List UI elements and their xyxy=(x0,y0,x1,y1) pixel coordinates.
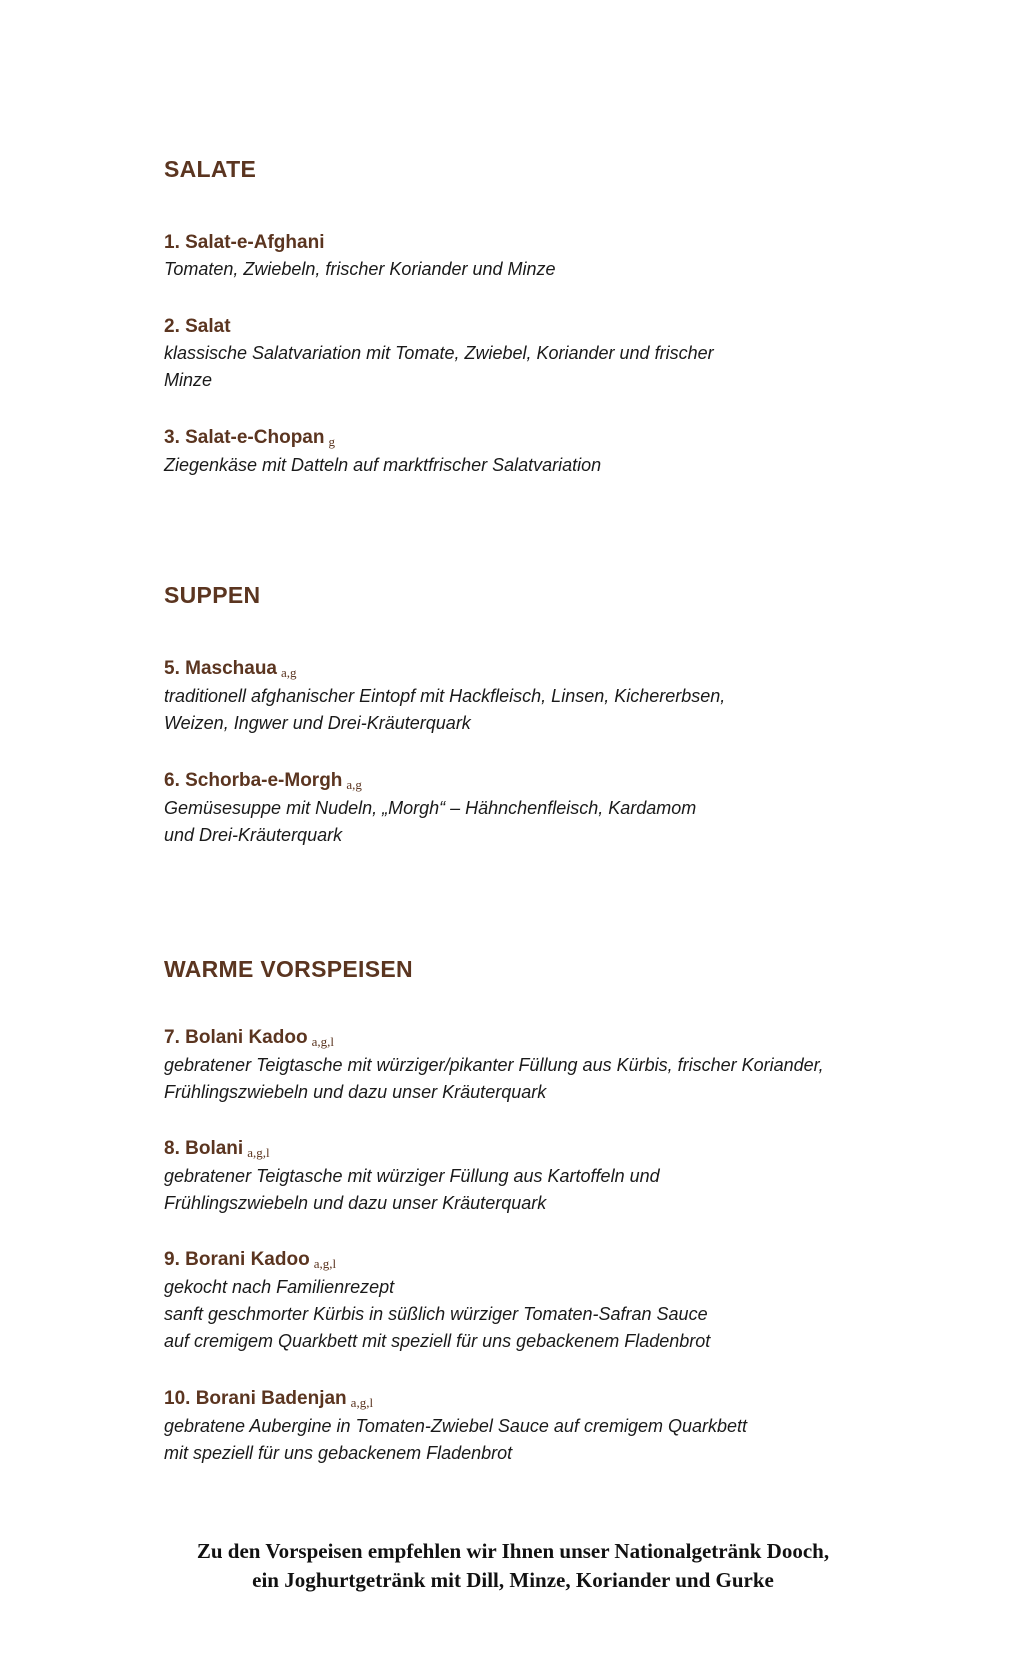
item-name: 6. Schorba-e-Morgh xyxy=(164,770,343,791)
item-description: gebratener Teigtasche mit würziger/pikanter Füllung aus Kürbis, frischer Koriander, Frühlingszwiebeln und dazu unser Kräuterquark xyxy=(164,1055,824,1102)
item-name: 9. Borani Kadoo xyxy=(164,1249,310,1270)
item-description: Gemüsesuppe mit Nudeln, „Morgh“ – Hähnchenfleisch, Kardamom und Drei-Kräuterquark xyxy=(164,798,697,845)
menu-item xyxy=(164,1386,964,1467)
recommendation-line-1: Zu den Vorspeisen empfehlen wir Ihnen unser Nationalgetränk Dooch, xyxy=(196,1539,830,1563)
menu-item xyxy=(164,656,964,737)
recommendation-line-2: ein Joghurtgetränk mit Dill, Minze, Koriander und Gurke xyxy=(252,1568,774,1592)
item-name: 5. Maschaua xyxy=(164,658,277,679)
item-allergens: g xyxy=(328,434,335,449)
item-allergens: a,g xyxy=(346,777,362,792)
item-name: 2. Salat xyxy=(164,316,231,337)
item-description: Ziegenkäse mit Datteln auf marktfrischer Salatvariation xyxy=(164,455,602,475)
menu-item xyxy=(164,230,964,283)
item-allergens: a,g,l xyxy=(311,1034,334,1049)
item-description: klassische Salatvariation mit Tomate, Zwiebel, Koriander und frischer Minze xyxy=(164,343,714,390)
section-salate xyxy=(164,156,964,183)
menu-item xyxy=(164,1247,964,1355)
menu-item xyxy=(164,1025,964,1106)
item-name: 3. Salat-e-Chopan xyxy=(164,427,325,448)
item-description: gebratener Teigtasche mit würziger Füllung aus Kartoffeln und Frühlingszwiebeln und dazu unser Kräuterquark xyxy=(164,1166,660,1213)
section-warme-vorspeisen xyxy=(164,956,964,983)
section-suppen xyxy=(164,582,964,609)
item-name: 8. Bolani xyxy=(164,1138,244,1159)
section-title: SALATE xyxy=(164,156,257,182)
item-allergens: a,g,l xyxy=(247,1145,270,1160)
item-name: 7. Bolani Kadoo xyxy=(164,1027,308,1048)
drink-recommendation xyxy=(0,1537,1026,1595)
menu-item xyxy=(164,768,964,849)
item-description: gebratene Aubergine in Tomaten-Zwiebel Sauce auf cremigem Quarkbett mit speziell für uns gebackenem Fladenbrot xyxy=(164,1416,747,1463)
item-name: 10. Borani Badenjan xyxy=(164,1388,347,1409)
menu-item xyxy=(164,314,964,394)
item-description: Tomaten, Zwiebeln, frischer Koriander und Minze xyxy=(164,259,556,279)
section-title: SUPPEN xyxy=(164,582,261,608)
item-allergens: a,g,l xyxy=(313,1256,337,1271)
item-allergens: a,g,l xyxy=(350,1395,374,1410)
item-name: 1. Salat-e-Afghani xyxy=(164,232,325,253)
item-description: gekocht nach Familienrezept sanft geschmorter Kürbis in süßlich würziger Tomaten-Safran Sauce auf cremigem Quarkbett mit speziell für uns gebackenem Fladenbrot xyxy=(164,1277,711,1351)
menu-item xyxy=(164,1136,964,1217)
section-title: WARME VORSPEISEN xyxy=(164,956,413,982)
item-allergens: a,g xyxy=(281,665,297,680)
item-description: traditionell afghanischer Eintopf mit Hackfleisch, Linsen, Kichererbsen, Weizen, Ingwer und Drei-Kräuterquark xyxy=(164,686,726,733)
menu-item xyxy=(164,425,964,479)
